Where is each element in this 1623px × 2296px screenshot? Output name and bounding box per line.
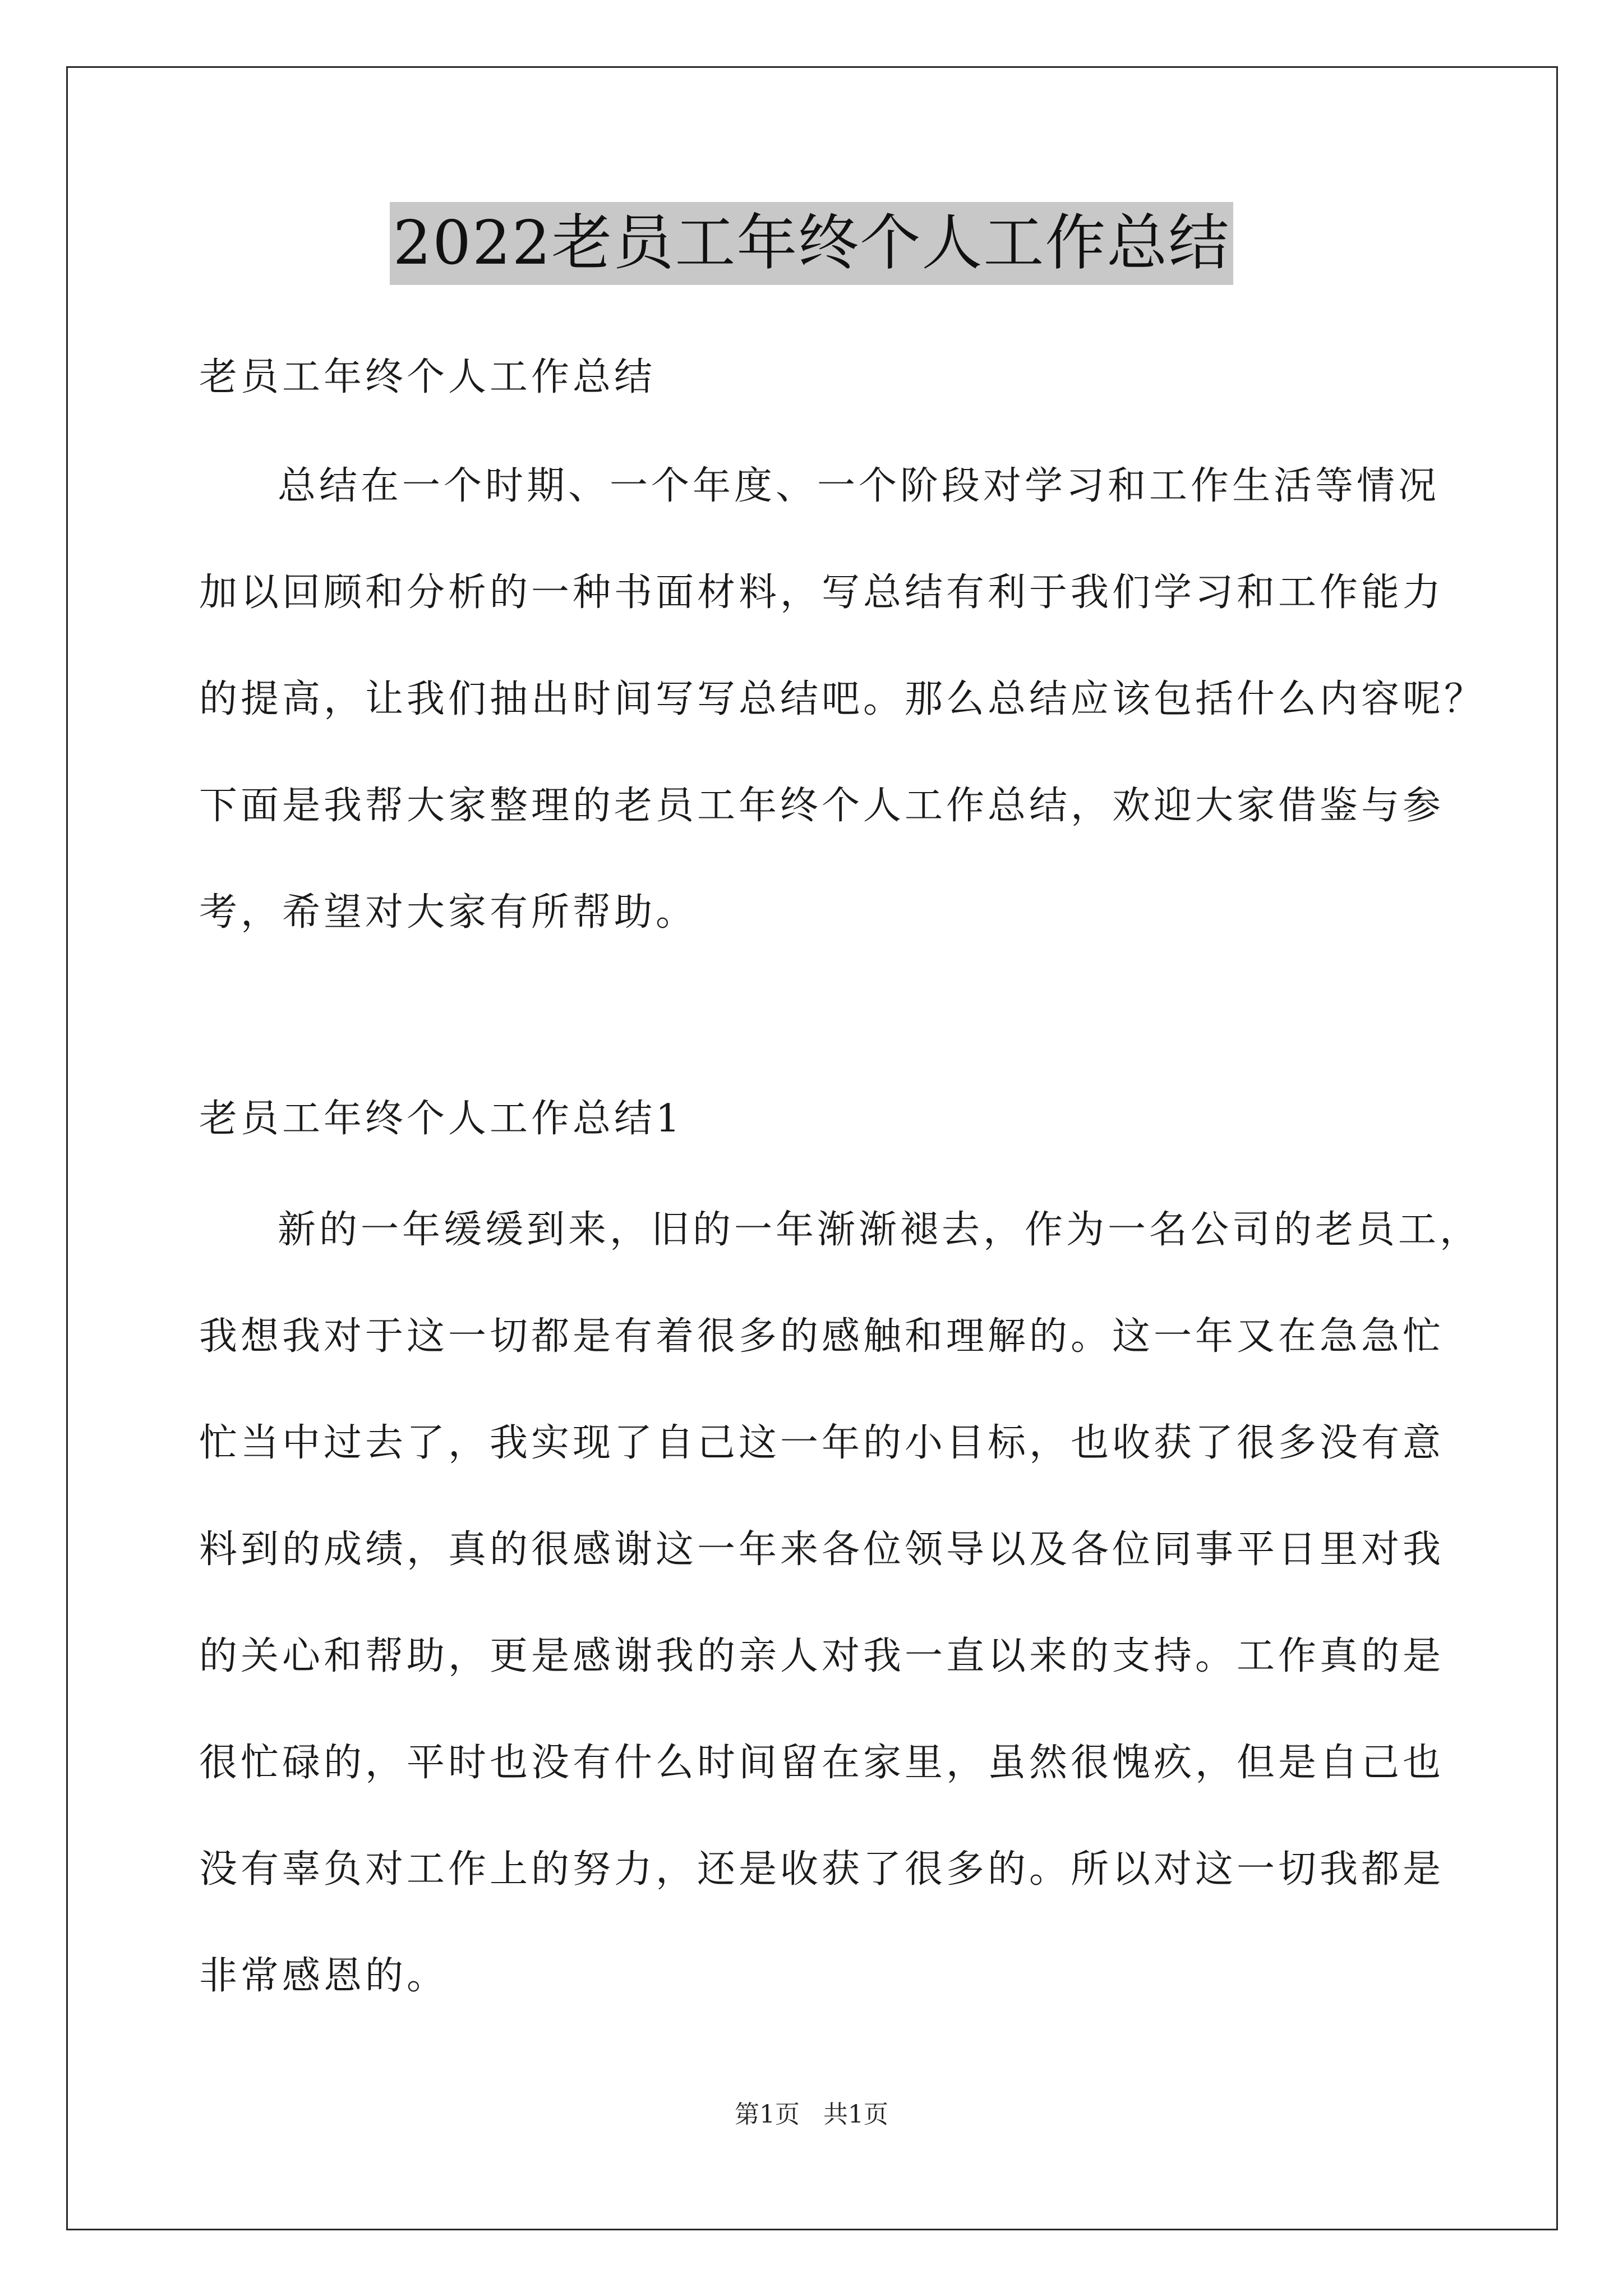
- section1-line: 新的一年缓缓到来，旧的一年渐渐褪去，作为一名公司的老员工，: [278, 1208, 1482, 1252]
- intro-line: 加以回顾和分析的一种书面材料，写总结有利于我们学习和工作能力: [199, 570, 1445, 615]
- page-footer: [0, 2098, 1623, 2132]
- page-number-current: 第1页: [735, 2100, 800, 2129]
- section1-line: 很忙碌的，平时也没有什么时间留在家里，虽然很愧疚，但是自己也: [199, 1741, 1445, 1785]
- section1-line: 忙当中过去了，我实现了自己这一年的小目标，也收获了很多没有意: [199, 1421, 1445, 1465]
- intro-line: 下面是我帮大家整理的老员工年终个人工作总结，欢迎大家借鉴与参: [199, 784, 1445, 828]
- section1-line: 没有辜负对工作上的努力，还是收获了很多的。所以对这一切我都是: [199, 1847, 1445, 1892]
- section1-line: 我想我对于这一切都是有着很多的感触和理解的。这一年又在急急忙: [199, 1314, 1445, 1359]
- intro-line: 考，希望对大家有所帮助。: [199, 890, 698, 935]
- section1-heading: 老员工年终个人工作总结1: [199, 1097, 684, 1141]
- section1-line: 的关心和帮助，更是感谢我的亲人对我一直以来的支持。工作真的是: [199, 1634, 1445, 1678]
- page-number-total: 共1页: [823, 2100, 888, 2129]
- title-container: [0, 202, 1623, 285]
- document-title: 2022老员工年终个人工作总结: [390, 202, 1234, 285]
- intro-line: 总结在一个时期、一个年度、一个阶段对学习和工作生活等情况: [278, 464, 1440, 508]
- section1-line: 非常感恩的。: [199, 1954, 449, 1998]
- section1-line: 料到的成绩，真的很感谢这一年来各位领导以及各位同事平日里对我: [199, 1527, 1445, 1572]
- intro-heading: 老员工年终个人工作总结: [199, 355, 656, 399]
- intro-line: 的提高，让我们抽出时间写写总结吧。那么总结应该包括什么内容呢？: [199, 677, 1486, 721]
